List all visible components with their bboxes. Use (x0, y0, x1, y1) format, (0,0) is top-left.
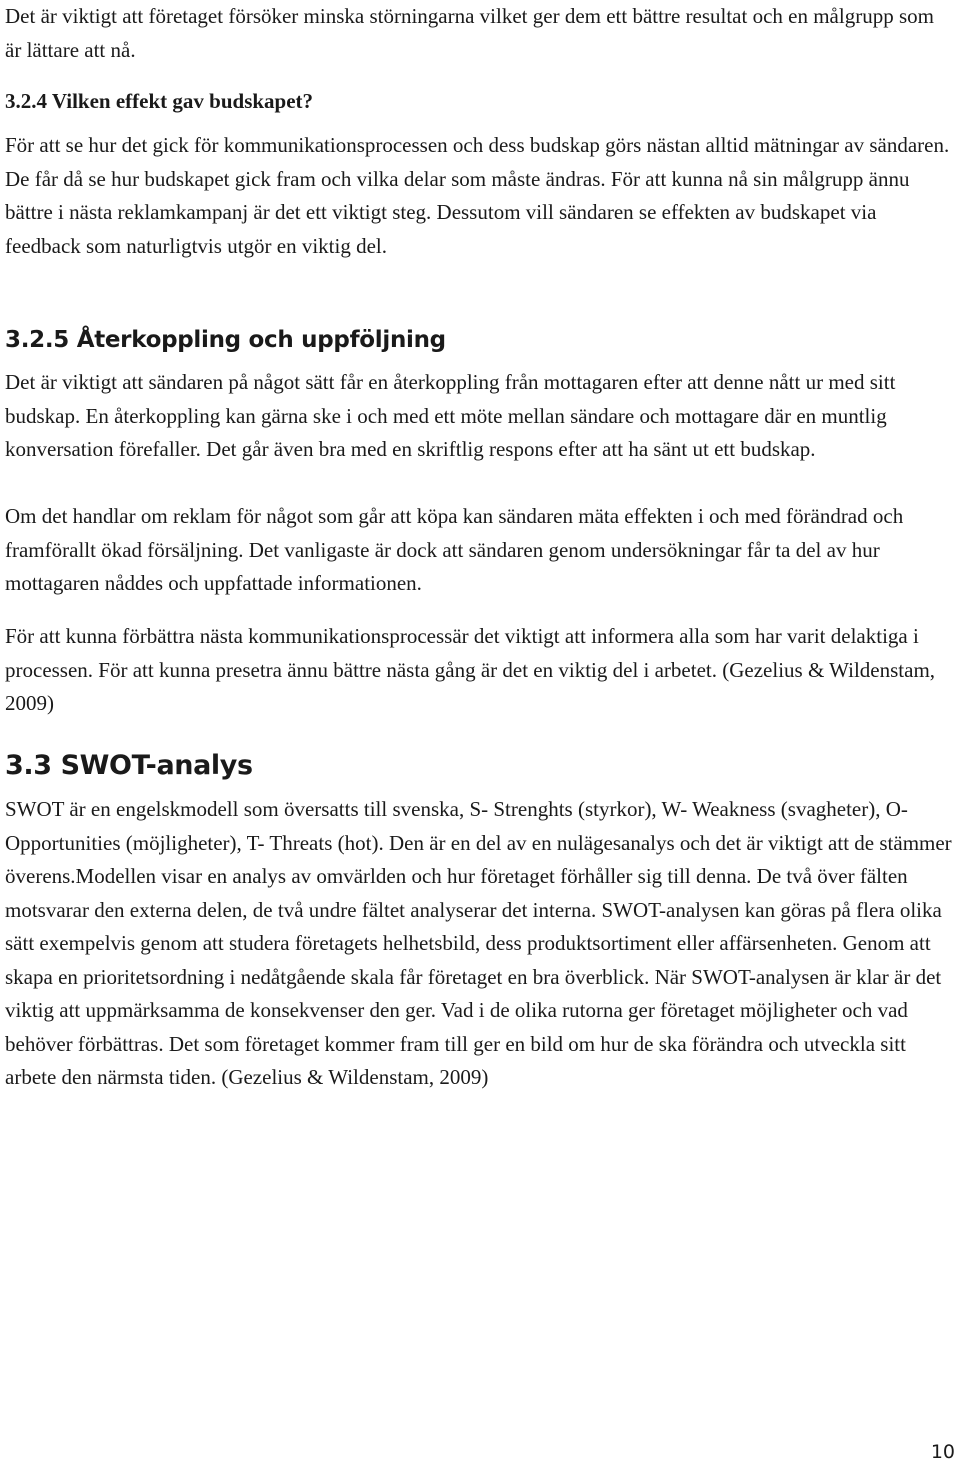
feedback-paragraph-2: Om det handlar om reklam för något som går att köpa kan sändaren mäta effekten i och med förändrad och framförallt ökad försäljning. Det vanligaste är dock att sändaren genom undersökningar får ta del av hur mottagaren nåddes och uppfattade informationen. (5, 504, 904, 595)
feedback-paragraph-1-block (5, 366, 953, 467)
heading-3-2-5-block (5, 324, 953, 357)
page-number: 10 (930, 1441, 955, 1463)
effect-paragraph: För att se hur det gick för kommunikationsprocessen och dess budskap görs nästan alltid mätningar av sändaren. De får då se hur budskapet gick fram och vilka delar som måste ändras. För att kunna nå sin målgrupp ännu bättre i nästa reklamkampanj är det ett viktigt steg. Dessutom vill sändaren se effekten av budskapet via feedback som naturligtvis utgör en viktig del. (5, 133, 950, 258)
heading-3-2-4: 3.2.4 Vilken effekt gav budskapet? (5, 89, 314, 113)
feedback-paragraph-2-block (5, 500, 953, 601)
feedback-paragraph-1: Det är viktigt att sändaren på något sätt får en återkoppling från mottagaren efter att denne nått ur med sitt budskap. En återkoppling kan gärna ske i och med ett möte mellan sändare och mottagare där en muntlig konversation förefaller. Det går även bra med en skriftlig respons efter att ha sänt ut ett budskap. (5, 370, 896, 461)
feedback-paragraph-3-block (5, 620, 953, 721)
heading-3-3-block (5, 748, 953, 784)
heading-3-2-4-block (5, 85, 953, 119)
heading-3-3: 3.3 SWOT-analys (5, 750, 253, 781)
swot-paragraph: SWOT är en engelskmodell som översatts till svenska, S- Strenghts (styrkor), W- Weakness (svagheter), O- Opportunities (möjligheter), T- Threats (hot). Den är en del av en nulägesanalys och det är viktigt att de stämmer överens.Modellen visar en analys av omvärlden och hur företaget förhåller sig till denna. De två över fälten motsvarar den externa delen, de två undre fältet analyserar det interna. SWOT-analysen kan göras på flera olika sätt exempelvis genom att studera företagets helhetsbild, dess produktsortiment eller affärsenheten. Genom att skapa en prioritetsordning i nedåtgående skala får företaget en bra överblick. När SWOT-analysen är klar är det viktig att uppmärksamma de konsekvenser den ger. Vad i de olika rutorna ger företaget möjligheter och vad behöver förbättras. Det som företaget kommer fram till ger en bild om hur de ska förändra och utveckla sitt arbete den närmsta tiden. (Gezelius & Wildenstam, 2009) (5, 797, 952, 1089)
feedback-paragraph-3: För att kunna förbättra nästa kommunikationsprocessär det viktigt att informera alla som har varit delaktiga i processen. För att kunna presetra ännu bättre nästa gång är det en viktig del i arbetet. (Gezelius & Wildenstam, 2009) (5, 624, 936, 715)
intro-paragraph-block (5, 0, 953, 67)
heading-3-2-5: 3.2.5 Återkoppling och uppföljning (5, 327, 446, 353)
intro-paragraph: Det är viktigt att företaget försöker minska störningarna vilket ger dem ett bättre resultat och en målgrupp som är lättare att nå. (5, 4, 934, 62)
effect-paragraph-block (5, 129, 953, 263)
swot-paragraph-block (5, 793, 953, 1095)
